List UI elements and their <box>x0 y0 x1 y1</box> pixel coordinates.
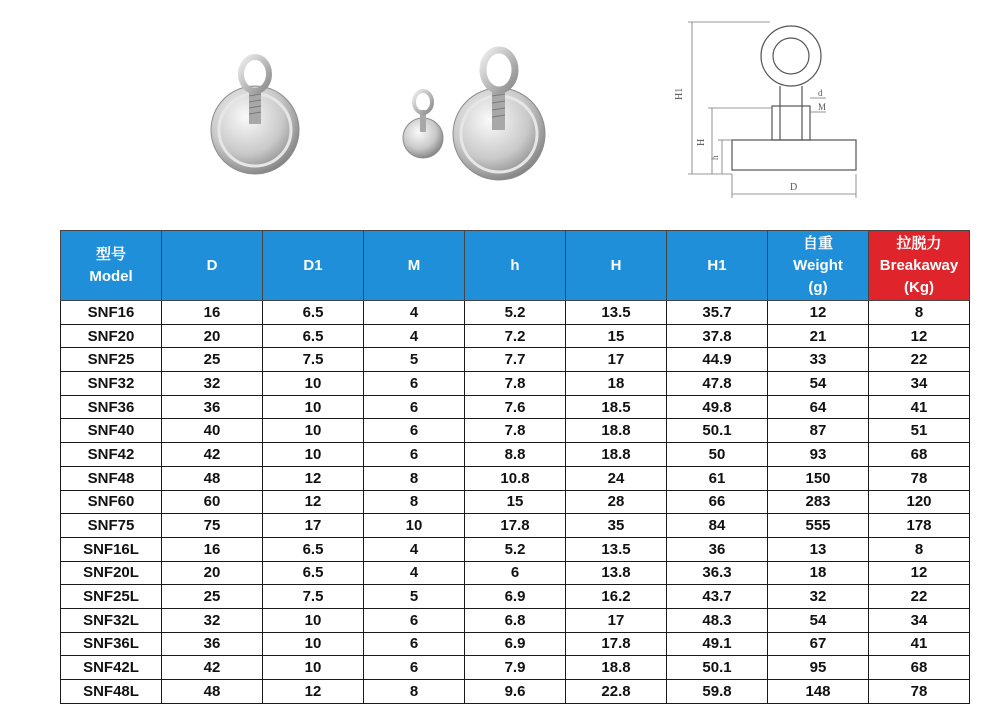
cell-h1: 37.8 <box>667 324 768 348</box>
cell-h: 15 <box>465 490 566 514</box>
cell-d: 20 <box>162 561 263 585</box>
cell-d1: 12 <box>263 680 364 704</box>
col-header-breakaway-unit: (Kg) <box>904 278 934 296</box>
cell-d: 42 <box>162 443 263 467</box>
cell-model: SNF32L <box>61 608 162 632</box>
cell-weight: 18 <box>768 561 869 585</box>
cell-model: SNF16L <box>61 537 162 561</box>
cell-m: 6 <box>364 372 465 396</box>
col-header-d1: D1 <box>263 231 364 301</box>
cell-m: 10 <box>364 514 465 538</box>
cell-d1: 10 <box>263 443 364 467</box>
cell-m: 8 <box>364 466 465 490</box>
cell-d: 48 <box>162 680 263 704</box>
cell-H: 18.8 <box>566 419 667 443</box>
col-header-weight-cn: 自重 <box>802 234 833 252</box>
cell-d: 36 <box>162 395 263 419</box>
cell-model: SNF20L <box>61 561 162 585</box>
cell-h1: 50.1 <box>667 419 768 443</box>
cell-d1: 12 <box>263 490 364 514</box>
cell-h: 6.9 <box>465 632 566 656</box>
cell-h1: 50.1 <box>667 656 768 680</box>
cell-d1: 10 <box>263 419 364 443</box>
cell-H: 28 <box>566 490 667 514</box>
col-header-m: M <box>364 231 465 301</box>
cell-breakaway: 22 <box>869 585 970 609</box>
table-row <box>61 490 970 514</box>
col-header-d: D <box>162 231 263 301</box>
dimension-diagram <box>660 12 890 202</box>
cell-h: 8.8 <box>465 443 566 467</box>
cell-breakaway: 51 <box>869 419 970 443</box>
cell-h1: 44.9 <box>667 348 768 372</box>
table-row <box>61 656 970 680</box>
cell-weight: 13 <box>768 537 869 561</box>
col-header-model-en: Model <box>89 267 133 285</box>
cell-model: SNF60 <box>61 490 162 514</box>
cell-model: SNF48 <box>61 466 162 490</box>
cell-h: 6 <box>465 561 566 585</box>
cell-h1: 35.7 <box>667 301 768 325</box>
table-row <box>61 419 970 443</box>
cell-model: SNF25L <box>61 585 162 609</box>
cell-d: 25 <box>162 348 263 372</box>
cell-breakaway: 34 <box>869 608 970 632</box>
cell-breakaway: 8 <box>869 301 970 325</box>
table-row <box>61 395 970 419</box>
cell-d1: 10 <box>263 608 364 632</box>
table-row <box>61 443 970 467</box>
cell-weight: 555 <box>768 514 869 538</box>
magnet-photo-small <box>398 88 448 160</box>
cell-H: 15 <box>566 324 667 348</box>
cell-h1: 50 <box>667 443 768 467</box>
cell-weight: 67 <box>768 632 869 656</box>
cell-d1: 10 <box>263 656 364 680</box>
cell-weight: 95 <box>768 656 869 680</box>
cell-weight: 87 <box>768 419 869 443</box>
cell-weight: 54 <box>768 608 869 632</box>
cell-model: SNF40 <box>61 419 162 443</box>
cell-d1: 7.5 <box>263 585 364 609</box>
cell-weight: 33 <box>768 348 869 372</box>
table-row <box>61 608 970 632</box>
cell-d: 60 <box>162 490 263 514</box>
cell-model: SNF42L <box>61 656 162 680</box>
cell-breakaway: 41 <box>869 395 970 419</box>
cell-model: SNF48L <box>61 680 162 704</box>
specification-table <box>60 230 970 704</box>
cell-m: 4 <box>364 537 465 561</box>
product-images <box>0 0 1000 228</box>
cell-d: 75 <box>162 514 263 538</box>
cell-weight: 148 <box>768 680 869 704</box>
cell-weight: 21 <box>768 324 869 348</box>
cell-model: SNF25 <box>61 348 162 372</box>
cell-H: 17.8 <box>566 632 667 656</box>
cell-H: 35 <box>566 514 667 538</box>
cell-breakaway: 8 <box>869 537 970 561</box>
cell-weight: 93 <box>768 443 869 467</box>
cell-H: 13.5 <box>566 537 667 561</box>
cell-h: 5.2 <box>465 301 566 325</box>
cell-breakaway: 68 <box>869 656 970 680</box>
table-body <box>61 301 970 704</box>
table-row <box>61 585 970 609</box>
cell-model: SNF20 <box>61 324 162 348</box>
cell-d1: 12 <box>263 466 364 490</box>
cell-h1: 61 <box>667 466 768 490</box>
cell-d: 40 <box>162 419 263 443</box>
col-header-h1: H1 <box>667 231 768 301</box>
cell-m: 4 <box>364 324 465 348</box>
cell-d: 36 <box>162 632 263 656</box>
cell-m: 5 <box>364 585 465 609</box>
cell-breakaway: 41 <box>869 632 970 656</box>
cell-h1: 59.8 <box>667 680 768 704</box>
cell-breakaway: 12 <box>869 324 970 348</box>
col-header-weight <box>768 231 869 301</box>
cell-breakaway: 12 <box>869 561 970 585</box>
cell-d1: 6.5 <box>263 561 364 585</box>
table-row <box>61 680 970 704</box>
cell-h1: 84 <box>667 514 768 538</box>
cell-H: 13.5 <box>566 301 667 325</box>
cell-H: 17 <box>566 348 667 372</box>
cell-h: 6.9 <box>465 585 566 609</box>
cell-h: 7.9 <box>465 656 566 680</box>
diagram-label-D: D <box>790 182 798 193</box>
cell-h1: 49.8 <box>667 395 768 419</box>
table-row <box>61 466 970 490</box>
cell-h: 7.7 <box>465 348 566 372</box>
diagram-label-m: M <box>818 102 827 112</box>
cell-h1: 36 <box>667 537 768 561</box>
table-row <box>61 348 970 372</box>
table-row <box>61 561 970 585</box>
cell-H: 18.8 <box>566 656 667 680</box>
diagram-label-d: d <box>818 88 823 98</box>
cell-d: 16 <box>162 301 263 325</box>
cell-h: 6.8 <box>465 608 566 632</box>
cell-H: 24 <box>566 466 667 490</box>
cell-breakaway: 178 <box>869 514 970 538</box>
cell-model: SNF42 <box>61 443 162 467</box>
cell-h: 7.8 <box>465 419 566 443</box>
cell-h: 9.6 <box>465 680 566 704</box>
cell-d1: 6.5 <box>263 301 364 325</box>
cell-d1: 7.5 <box>263 348 364 372</box>
cell-d1: 6.5 <box>263 537 364 561</box>
cell-d1: 10 <box>263 632 364 656</box>
cell-d1: 6.5 <box>263 324 364 348</box>
diagram-label-h1: H1 <box>674 87 685 100</box>
cell-H: 18.8 <box>566 443 667 467</box>
cell-weight: 150 <box>768 466 869 490</box>
cell-H: 17 <box>566 608 667 632</box>
cell-m: 4 <box>364 301 465 325</box>
cell-m: 4 <box>364 561 465 585</box>
cell-weight: 283 <box>768 490 869 514</box>
cell-m: 6 <box>364 632 465 656</box>
cell-m: 8 <box>364 490 465 514</box>
cell-H: 16.2 <box>566 585 667 609</box>
cell-d1: 17 <box>263 514 364 538</box>
cell-h: 7.2 <box>465 324 566 348</box>
table-row <box>61 301 970 325</box>
table-header-row <box>61 231 970 301</box>
cell-weight: 54 <box>768 372 869 396</box>
col-header-breakaway-en: Breakaway <box>879 256 959 274</box>
cell-m: 8 <box>364 680 465 704</box>
cell-m: 6 <box>364 608 465 632</box>
cell-H: 22.8 <box>566 680 667 704</box>
cell-m: 6 <box>364 443 465 467</box>
cell-breakaway: 34 <box>869 372 970 396</box>
cell-m: 6 <box>364 656 465 680</box>
diagram-label-h: h <box>710 155 720 160</box>
cell-h: 10.8 <box>465 466 566 490</box>
table-row <box>61 372 970 396</box>
cell-model: SNF36L <box>61 632 162 656</box>
cell-h: 5.2 <box>465 537 566 561</box>
cell-h: 7.8 <box>465 372 566 396</box>
col-header-breakaway <box>869 231 970 301</box>
cell-h1: 48.3 <box>667 608 768 632</box>
magnet-photo-single <box>205 52 305 180</box>
cell-weight: 32 <box>768 585 869 609</box>
col-header-weight-en: Weight <box>793 256 843 274</box>
cell-d: 20 <box>162 324 263 348</box>
cell-d: 48 <box>162 466 263 490</box>
cell-h1: 47.8 <box>667 372 768 396</box>
cell-d1: 10 <box>263 395 364 419</box>
cell-breakaway: 68 <box>869 443 970 467</box>
cell-d: 32 <box>162 608 263 632</box>
col-header-model <box>61 231 162 301</box>
cell-H: 18.5 <box>566 395 667 419</box>
table-row <box>61 632 970 656</box>
cell-m: 5 <box>364 348 465 372</box>
col-header-weight-unit: (g) <box>808 278 828 296</box>
cell-breakaway: 78 <box>869 466 970 490</box>
cell-breakaway: 120 <box>869 490 970 514</box>
cell-H: 13.8 <box>566 561 667 585</box>
cell-h: 17.8 <box>465 514 566 538</box>
cell-H: 18 <box>566 372 667 396</box>
col-header-h: h <box>465 231 566 301</box>
cell-weight: 64 <box>768 395 869 419</box>
cell-model: SNF75 <box>61 514 162 538</box>
cell-d: 42 <box>162 656 263 680</box>
cell-weight: 12 <box>768 301 869 325</box>
diagram-label-H: H <box>696 138 707 146</box>
cell-m: 6 <box>364 419 465 443</box>
cell-h1: 43.7 <box>667 585 768 609</box>
col-header-H: H <box>566 231 667 301</box>
magnet-photo-large <box>444 46 554 181</box>
cell-h1: 36.3 <box>667 561 768 585</box>
col-header-model-cn: 型号 <box>95 245 126 263</box>
table-row <box>61 537 970 561</box>
cell-h1: 49.1 <box>667 632 768 656</box>
table-row <box>61 514 970 538</box>
cell-model: SNF32 <box>61 372 162 396</box>
cell-d: 25 <box>162 585 263 609</box>
cell-breakaway: 22 <box>869 348 970 372</box>
cell-h: 7.6 <box>465 395 566 419</box>
cell-d: 16 <box>162 537 263 561</box>
cell-d1: 10 <box>263 372 364 396</box>
cell-model: SNF36 <box>61 395 162 419</box>
table-row <box>61 324 970 348</box>
cell-m: 6 <box>364 395 465 419</box>
col-header-breakaway-cn: 拉脱力 <box>896 234 942 252</box>
cell-breakaway: 78 <box>869 680 970 704</box>
cell-h1: 66 <box>667 490 768 514</box>
cell-d: 32 <box>162 372 263 396</box>
cell-model: SNF16 <box>61 301 162 325</box>
